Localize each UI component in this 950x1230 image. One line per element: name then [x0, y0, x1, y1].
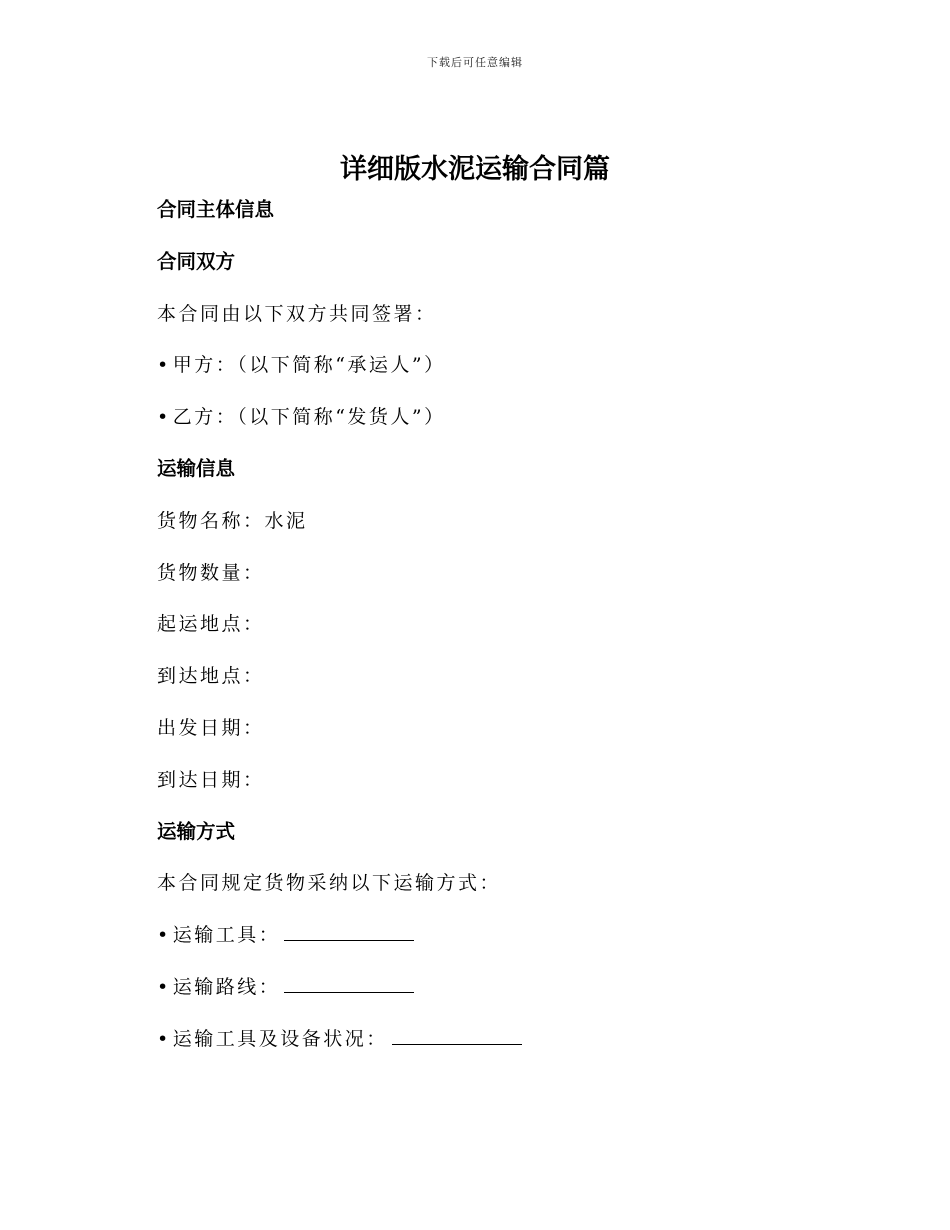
party-b-item [157, 399, 857, 451]
bullet-icon: • [157, 924, 171, 947]
party-a-text: 甲方：（以下简称“承运人”） [172, 354, 446, 377]
vehicle-label: 运输工具： [172, 924, 281, 947]
vehicle-blank-line [284, 920, 414, 941]
header-note: 下载后可任意编辑 [427, 56, 523, 69]
route-item [157, 969, 857, 1021]
destination-location: 到达地点： [157, 665, 265, 688]
section-heading-transport-method: 运输方式 [157, 819, 236, 843]
party-a-item [157, 347, 857, 399]
section-heading-parties: 合同双方 [157, 249, 236, 273]
document-body [157, 192, 857, 1073]
equipment-blank-line [392, 1024, 522, 1045]
route-blank-line [284, 972, 414, 993]
vehicle-item [157, 917, 857, 969]
party-b-text: 乙方：（以下简称“发货人”） [172, 406, 446, 429]
origin-location: 起运地点： [157, 613, 265, 636]
departure-date: 出发日期： [157, 716, 265, 739]
bullet-icon: • [157, 1027, 171, 1050]
equipment-item [157, 1021, 857, 1073]
section-heading-subject: 合同主体信息 [157, 198, 275, 221]
route-label: 运输路线： [172, 975, 281, 998]
bullet-icon: • [157, 354, 171, 377]
bullet-icon: • [157, 975, 171, 998]
document-title: 详细版水泥运输合同篇 [340, 154, 610, 185]
goods-name: 货物名称：水泥 [157, 509, 308, 532]
bullet-icon: • [157, 406, 171, 429]
goods-quantity: 货物数量： [157, 561, 265, 584]
section-heading-transport-info: 运输信息 [157, 456, 236, 480]
equipment-label: 运输工具及设备状况： [172, 1027, 388, 1050]
method-intro: 本合同规定货物采纳以下运输方式： [157, 872, 502, 895]
parties-intro: 本合同由以下双方共同签署： [157, 302, 437, 325]
arrival-date: 到达日期： [157, 768, 265, 791]
